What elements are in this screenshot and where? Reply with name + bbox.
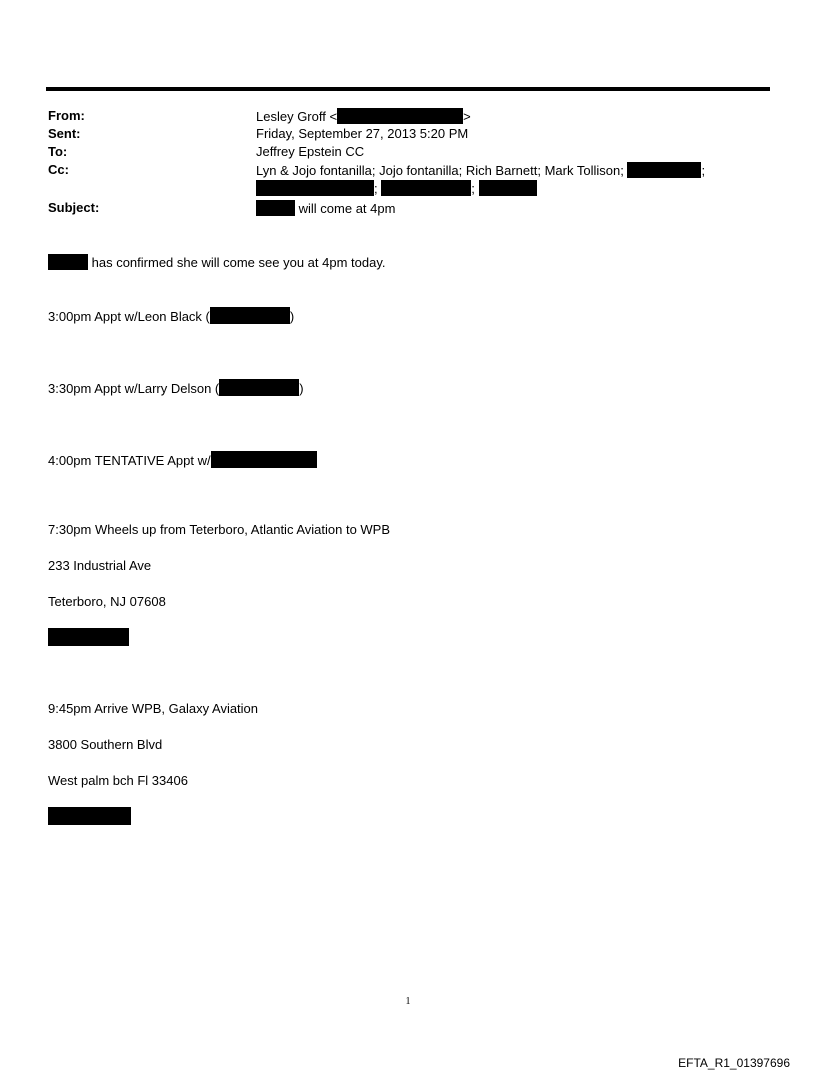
redaction-block — [48, 628, 129, 646]
cc-separator: ; — [471, 181, 475, 196]
appointment-text: 3:30pm Appt w/Larry Delson ( — [48, 381, 220, 396]
flight-arrival-line: 9:45pm Arrive WPB, Galaxy Aviation — [48, 701, 259, 716]
sent-label: Sent: — [48, 126, 81, 141]
header-rule — [46, 87, 770, 91]
to-label: To: — [48, 144, 68, 159]
redaction-block — [381, 180, 471, 196]
from-label: From: — [48, 108, 85, 123]
redaction-block — [48, 254, 88, 270]
from-name: Lesley Groff < — [256, 109, 338, 124]
to-value: Jeffrey Epstein CC — [256, 144, 365, 159]
subject-label: Subject: — [48, 200, 100, 215]
address-line: Teterboro, NJ 07608 — [48, 594, 166, 609]
cc-separator: ; — [374, 181, 378, 196]
redaction-block — [256, 200, 295, 216]
appointment-line — [48, 379, 304, 397]
appointment-line — [48, 307, 294, 325]
sent-value: Friday, September 27, 2013 5:20 PM — [256, 126, 469, 141]
cc-value-line-2 — [256, 180, 537, 197]
cc-recipients: Lyn & Jojo fontanilla; Jojo fontanilla; Rich Barnett; Mark Tollison; — [256, 163, 624, 178]
address-line: 3800 Southern Blvd — [48, 737, 163, 752]
subject-text: will come at 4pm — [298, 201, 396, 216]
redaction-block — [48, 807, 131, 825]
address-line: West palm bch Fl 33406 — [48, 773, 188, 788]
redaction-block — [627, 162, 701, 178]
redaction-block — [479, 180, 537, 196]
intro-line — [48, 254, 385, 271]
appointment-close: ) — [289, 309, 295, 324]
appointment-line — [48, 451, 317, 469]
cc-label: Cc: — [48, 162, 69, 177]
redaction-block — [337, 108, 463, 124]
redaction-block — [210, 307, 290, 324]
appointment-text: 4:00pm TENTATIVE Appt w/ — [48, 453, 211, 468]
cc-separator: ; — [701, 163, 706, 178]
redaction-block — [211, 451, 317, 468]
appointment-text: 3:00pm Appt w/Leon Black ( — [48, 309, 210, 324]
flight-departure-line: 7:30pm Wheels up from Teterboro, Atlantic Aviation to WPB — [48, 522, 391, 537]
intro-text: has confirmed she will come see you at 4pm today. — [91, 255, 386, 270]
redaction-block — [219, 379, 299, 396]
page-number: 1 — [405, 996, 411, 1007]
document-id: EFTA_R1_01397696 — [678, 1056, 790, 1070]
cc-value — [256, 162, 705, 179]
from-value — [256, 108, 471, 125]
address-line: 233 Industrial Ave — [48, 558, 152, 573]
subject-value — [256, 200, 395, 217]
redaction-block — [256, 180, 374, 196]
from-close: > — [463, 109, 471, 124]
appointment-close: ) — [299, 381, 304, 396]
